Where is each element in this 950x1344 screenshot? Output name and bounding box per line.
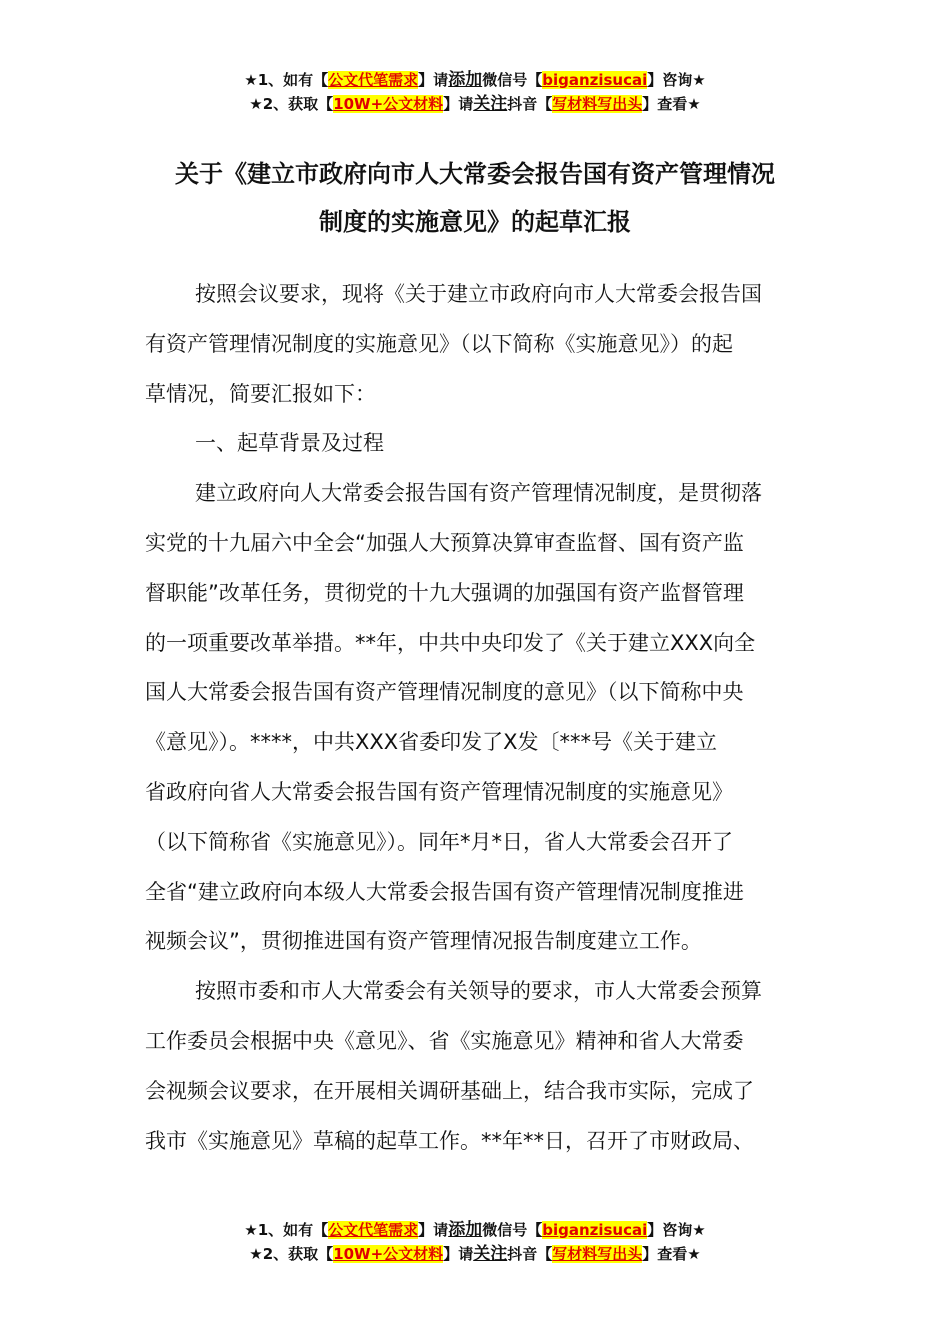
paragraph-line: 按照市委和市人大常委会有关领导的要求，市人大常委会预算 — [195, 979, 762, 1004]
promo-text: 】请 — [418, 1221, 449, 1239]
paragraph-line: 有资产管理情况制度的实施意见》（以下简称《实施意见》）的起 — [145, 331, 733, 356]
paragraph-line: 一、起草背景及过程 — [195, 431, 384, 456]
promo-text: 抖音【 — [507, 1245, 553, 1263]
promo-highlight: biganzisucai — [542, 1221, 648, 1239]
promo-highlight: 写材料写出头 — [552, 1245, 643, 1263]
paragraph-line: 全省“建立政府向本级人大常委会报告国有资产管理情况制度推进 — [145, 879, 744, 904]
paragraph-line: 督职能”改革任务，贯彻党的十九大强调的加强国有资产监督管理 — [145, 580, 744, 605]
paragraph-line: 草情况，简要汇报如下： — [145, 381, 376, 406]
promo-highlight: biganzisucai — [542, 71, 648, 89]
document-body — [145, 270, 810, 1166]
promo-line-1 — [0, 1218, 950, 1242]
paragraph — [145, 419, 810, 469]
promo-underline: 添加 — [448, 1220, 483, 1240]
paragraph-line: 省政府向省人大常委会报告国有资产管理情况制度的实施意见》 — [145, 779, 733, 804]
paragraph — [145, 967, 810, 1166]
paragraph-line: 工作委员会根据中央《意见》、省《实施意见》精神和省人大常委 — [145, 1028, 744, 1053]
promo-text: 】请 — [443, 1245, 474, 1263]
promo-text: 】咨询★ — [647, 1221, 706, 1239]
promo-line-2 — [0, 92, 950, 116]
promo-highlight: 公文代笔需求 — [328, 71, 419, 89]
promo-text: 】请 — [418, 71, 449, 89]
paragraph-line: 会视频会议要求，在开展相关调研基础上，结合我市实际，完成了 — [145, 1078, 754, 1103]
promo-highlight: 写材料写出头 — [552, 95, 643, 113]
paragraph-line: 国人大常委会报告国有资产管理情况制度的意见》（以下简称中央 — [145, 680, 744, 705]
promo-text: ★1、如有【 — [244, 1221, 329, 1239]
paragraph-line: 视频会议”，贯彻推进国有资产管理情况报告制度建立工作。 — [145, 929, 702, 954]
document-title — [0, 150, 950, 246]
promo-text: 】查看★ — [642, 1245, 701, 1263]
promo-line-2 — [0, 1242, 950, 1266]
promo-text: 】咨询★ — [647, 71, 706, 89]
promo-highlight: 10W+公文材料 — [333, 1245, 444, 1263]
promo-underline: 关注 — [473, 1244, 508, 1264]
title-line: 制度的实施意见》的起草汇报 — [319, 208, 631, 236]
paragraph-line: 《意见》）。****，中共XXX省委印发了X发〔***号《关于建立 — [145, 730, 718, 755]
promo-underline: 关注 — [473, 94, 508, 114]
promo-text: 抖音【 — [507, 95, 553, 113]
paragraph — [145, 469, 810, 967]
paragraph-line: 我市《实施意见》草稿的起草工作。**年**日，召开了市财政局、 — [145, 1128, 754, 1153]
promo-line-1 — [0, 68, 950, 92]
promo-text: 】查看★ — [642, 95, 701, 113]
promo-footer — [0, 1218, 950, 1266]
promo-text: ★1、如有【 — [244, 71, 329, 89]
promo-text: 微信号【 — [482, 71, 543, 89]
promo-highlight: 公文代笔需求 — [328, 1221, 419, 1239]
paragraph — [145, 270, 810, 419]
promo-text: 微信号【 — [482, 1221, 543, 1239]
paragraph-line: 按照会议要求，现将《关于建立市政府向市人大常委会报告国 — [195, 282, 762, 306]
promo-highlight: 10W+公文材料 — [333, 95, 444, 113]
promo-underline: 添加 — [448, 70, 483, 90]
paragraph-line: 实党的十九届六中全会“加强人大预算决算审查监督、国有资产监 — [145, 530, 744, 555]
promo-text: ★2、获取【 — [249, 95, 334, 113]
paragraph-line: 建立政府向人大常委会报告国有资产管理情况制度，是贯彻落 — [195, 481, 762, 506]
promo-text: ★2、获取【 — [249, 1245, 334, 1263]
paragraph-line: （以下简称省《实施意见》）。同年*月*日，省人大常委会召开了 — [145, 829, 733, 854]
title-line: 关于《建立市政府向市人大常委会报告国有资产管理情况 — [175, 160, 775, 188]
promo-header — [0, 68, 950, 116]
paragraph-line: 的一项重要改革举措。**年，中共中央印发了《关于建立XXX向全 — [145, 630, 756, 655]
promo-text: 】请 — [443, 95, 474, 113]
